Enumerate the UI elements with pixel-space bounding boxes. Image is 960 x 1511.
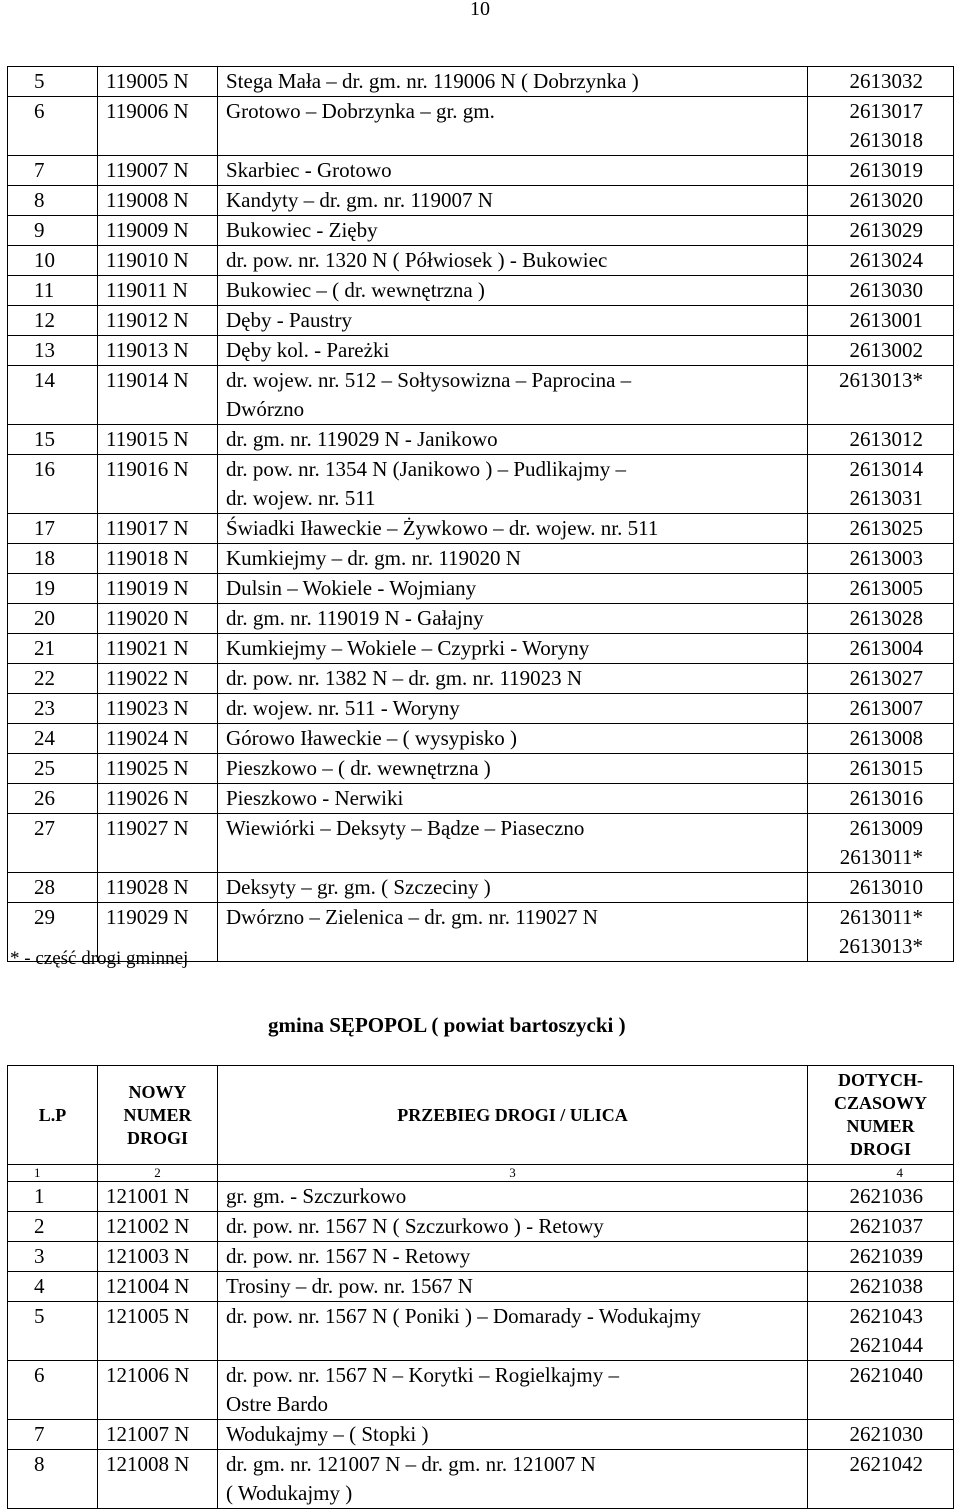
table-row [8, 604, 954, 634]
road-route-line: Świadki Iławeckie – Żywkowo – dr. wojew. nr. 511 [226, 516, 659, 540]
road-route [218, 246, 808, 276]
road-route [218, 366, 808, 425]
road-number: 119010 N [98, 246, 218, 276]
road-route-line: dr. pow. nr. 1354 N (Janikowo ) – Pudlikajmy – [226, 457, 626, 481]
road-route [218, 306, 808, 336]
row-number: 1 [8, 1182, 98, 1212]
header-old-number-line: NUMER [846, 1116, 915, 1136]
table-row [8, 97, 954, 156]
row-number: 3 [8, 1242, 98, 1272]
old-road-number-line: 2613011* [839, 845, 923, 869]
section-title: gmina SĘPOPOL ( powiat bartoszycki ) [268, 1013, 626, 1037]
road-route-line: dr. gm. nr. 119029 N - Janikowo [226, 427, 498, 451]
old-road-number [808, 1182, 954, 1212]
old-road-number-line: 2613025 [849, 516, 923, 540]
road-number: 119011 N [98, 276, 218, 306]
row-number: 9 [8, 216, 98, 246]
road-route [218, 1302, 808, 1361]
road-route-line: Kumkiejmy – dr. gm. nr. 119020 N [226, 546, 521, 570]
old-road-number-line: 2613017 [849, 99, 923, 123]
old-road-number [808, 1302, 954, 1361]
old-road-number-line: 2613004 [849, 636, 923, 660]
road-number: 119019 N [98, 574, 218, 604]
road-route-line: dr. gm. nr. 121007 N – dr. gm. nr. 121007 N [226, 1452, 596, 1476]
header-row [8, 1066, 954, 1165]
old-road-number [808, 216, 954, 246]
table-row [8, 1420, 954, 1450]
column-number-row [8, 1165, 954, 1182]
old-road-number [808, 1242, 954, 1272]
old-road-number [808, 903, 954, 962]
road-route-line: Grotowo – Dobrzynka – gr. gm. [226, 99, 495, 123]
old-road-number [808, 724, 954, 754]
road-route [218, 186, 808, 216]
row-number: 2 [8, 1212, 98, 1242]
table-row [8, 1242, 954, 1272]
old-road-number-line: 2613018 [849, 128, 923, 152]
row-number: 7 [8, 1420, 98, 1450]
road-route-line: Dęby kol. - Pareżki [226, 338, 390, 362]
table-row [8, 694, 954, 724]
row-number: 25 [8, 754, 98, 784]
road-route-line: Dęby - Paustry [226, 308, 352, 332]
table-row [8, 336, 954, 366]
old-road-number [808, 246, 954, 276]
row-number: 8 [8, 186, 98, 216]
header-old-number-line: DOTYCH- [838, 1070, 923, 1090]
row-number: 20 [8, 604, 98, 634]
road-route-line: Górowo Iławeckie – ( wysypisko ) [226, 726, 518, 750]
road-route [218, 1212, 808, 1242]
row-number: 6 [8, 97, 98, 156]
road-route-line: dr. pow. nr. 1567 N ( Szczurkowo ) - Retowy [226, 1214, 604, 1238]
old-road-number-line: 2621039 [849, 1244, 923, 1268]
road-number: 119012 N [98, 306, 218, 336]
road-number: 119013 N [98, 336, 218, 366]
road-number: 119008 N [98, 186, 218, 216]
table-row [8, 814, 954, 873]
row-number: 29 [8, 903, 98, 962]
row-number: 4 [8, 1272, 98, 1302]
old-road-number-line: 2621043 [849, 1304, 923, 1328]
road-number: 119025 N [98, 754, 218, 784]
table-row [8, 306, 954, 336]
old-road-number-line: 2613019 [849, 158, 923, 182]
road-route-line: Trosiny – dr. pow. nr. 1567 N [226, 1274, 473, 1298]
row-number: 27 [8, 814, 98, 873]
row-number: 5 [8, 67, 98, 97]
old-road-number [808, 67, 954, 97]
header-new-number-line: NOWY [128, 1081, 187, 1102]
road-route-line: Dulsin – Wokiele - Wojmiany [226, 576, 477, 600]
road-route [218, 1420, 808, 1450]
table-row [8, 455, 954, 514]
row-number: 5 [8, 1302, 98, 1361]
table-row [8, 873, 954, 903]
road-number: 119006 N [98, 97, 218, 156]
row-number: 28 [8, 873, 98, 903]
road-route [218, 1450, 808, 1509]
table-row [8, 186, 954, 216]
road-route [218, 97, 808, 156]
row-number: 16 [8, 455, 98, 514]
table-row [8, 67, 954, 97]
column-number: 4 [808, 1165, 954, 1182]
old-road-number-line: 2621038 [849, 1274, 923, 1298]
old-road-number-line: 2613015 [849, 756, 923, 780]
road-number: 121004 N [98, 1272, 218, 1302]
road-number: 121002 N [98, 1212, 218, 1242]
old-road-number-line: 2613013* [839, 368, 923, 392]
old-road-number-line: 2621044 [849, 1333, 923, 1357]
road-route-line: dr. pow. nr. 1567 N - Retowy [226, 1244, 471, 1268]
old-road-number [808, 156, 954, 186]
table-row [8, 156, 954, 186]
table-row [8, 1182, 954, 1212]
road-route [218, 455, 808, 514]
road-route [218, 903, 808, 962]
old-road-number-line: 2621037 [849, 1214, 923, 1238]
road-route [218, 544, 808, 574]
old-road-number-line: 2613003 [849, 546, 923, 570]
table-row [8, 425, 954, 455]
road-number: 119014 N [98, 366, 218, 425]
table-row [8, 366, 954, 425]
road-route [218, 814, 808, 873]
old-road-number-line: 2613031 [849, 486, 923, 510]
old-road-number-line: 2613027 [849, 666, 923, 690]
row-number: 11 [8, 276, 98, 306]
old-road-number [808, 514, 954, 544]
old-road-number-line: 2613007 [849, 696, 923, 720]
row-number: 10 [8, 246, 98, 276]
old-road-number [808, 1420, 954, 1450]
road-number: 119017 N [98, 514, 218, 544]
old-road-number-line: 2613014 [849, 457, 923, 481]
row-number: 22 [8, 664, 98, 694]
road-route [218, 724, 808, 754]
table-row [8, 724, 954, 754]
road-route-line: Deksyty – gr. gm. ( Szczeciny ) [226, 875, 491, 899]
table-row [8, 1302, 954, 1361]
old-road-number-line: 2613030 [849, 278, 923, 302]
old-road-number-line: 2621042 [849, 1452, 923, 1476]
old-road-number-line: 2613032 [849, 69, 923, 93]
old-road-number [808, 814, 954, 873]
old-road-number-line: 2621030 [849, 1422, 923, 1446]
old-road-number [808, 784, 954, 814]
road-route-line: Dwórzno [226, 397, 305, 421]
table-row [8, 246, 954, 276]
road-route [218, 604, 808, 634]
old-road-number [808, 574, 954, 604]
table-row [8, 544, 954, 574]
road-route [218, 694, 808, 724]
old-road-number [808, 1361, 954, 1420]
road-number: 119020 N [98, 604, 218, 634]
column-number: 1 [8, 1165, 98, 1182]
old-road-number-line: 2613011* [839, 905, 923, 929]
road-route [218, 336, 808, 366]
roads-table-gorowo [7, 66, 954, 962]
old-road-number [808, 1450, 954, 1509]
page-number: 10 [470, 0, 490, 20]
old-road-number [808, 634, 954, 664]
road-number: 119022 N [98, 664, 218, 694]
old-road-number [808, 694, 954, 724]
road-number: 119018 N [98, 544, 218, 574]
old-road-number-line: 2613020 [849, 188, 923, 212]
road-number: 119009 N [98, 216, 218, 246]
road-route [218, 514, 808, 544]
road-number: 121007 N [98, 1420, 218, 1450]
row-number: 14 [8, 366, 98, 425]
road-route [218, 634, 808, 664]
old-road-number-line: 2613029 [849, 218, 923, 242]
road-route-line: Dwórzno – Zielenica – dr. gm. nr. 119027 N [226, 905, 598, 929]
roads-table-body [8, 67, 954, 962]
old-road-number-line: 2621036 [849, 1184, 923, 1208]
row-number: 17 [8, 514, 98, 544]
road-route-line: Kandyty – dr. gm. nr. 119007 N [226, 188, 493, 212]
road-route [218, 276, 808, 306]
road-route-line: Kumkiejmy – Wokiele – Czyprki - Woryny [226, 636, 590, 660]
header-route: PRZEBIEG DROGI / ULICA [218, 1066, 808, 1165]
road-number: 121001 N [98, 1182, 218, 1212]
road-route-line: dr. pow. nr. 1567 N – Korytki – Rogielkajmy – [226, 1363, 619, 1387]
table-row [8, 276, 954, 306]
road-route-line: Wiewiórki – Deksyty – Bądze – Piaseczno [226, 816, 585, 840]
road-number: 119028 N [98, 873, 218, 903]
old-road-number [808, 664, 954, 694]
road-route-line: dr. pow. nr. 1320 N ( Półwiosek ) - Bukowiec [226, 248, 608, 272]
road-route-line: Bukowiec – ( dr. wewnętrzna ) [226, 278, 485, 302]
old-road-number [808, 604, 954, 634]
road-route [218, 216, 808, 246]
old-road-number-line: 2613010 [849, 875, 923, 899]
old-road-number-line: 2613008 [849, 726, 923, 750]
road-route-line: gr. gm. - Szczurkowo [226, 1184, 407, 1208]
road-number: 119021 N [98, 634, 218, 664]
old-road-number [808, 754, 954, 784]
road-route-line: Pieszkowo - Nerwiki [226, 786, 404, 810]
road-route [218, 425, 808, 455]
row-number: 15 [8, 425, 98, 455]
road-route-line: ( Wodukajmy ) [226, 1481, 353, 1505]
road-number: 119027 N [98, 814, 218, 873]
header-lp: L.P [8, 1066, 98, 1165]
row-number: 18 [8, 544, 98, 574]
old-road-number-line: 2613016 [849, 786, 923, 810]
road-route [218, 574, 808, 604]
old-road-number [808, 873, 954, 903]
road-route-line: Wodukajmy – ( Stopki ) [226, 1422, 429, 1446]
table-row [8, 1450, 954, 1509]
road-number: 119007 N [98, 156, 218, 186]
road-number: 119005 N [98, 67, 218, 97]
column-number: 2 [98, 1165, 218, 1182]
road-route-line: Stega Mała – dr. gm. nr. 119006 N ( Dobrzynka ) [226, 69, 639, 93]
road-number: 119016 N [98, 455, 218, 514]
table-row [8, 664, 954, 694]
header-old-number-line: DROGI [849, 1139, 911, 1159]
row-number: 23 [8, 694, 98, 724]
old-road-number [808, 544, 954, 574]
table-row [8, 754, 954, 784]
road-route [218, 784, 808, 814]
column-number: 3 [218, 1165, 808, 1182]
road-route [218, 873, 808, 903]
road-route [218, 1242, 808, 1272]
road-route [218, 1361, 808, 1420]
footnote: * - część drogi gminnej [10, 948, 189, 969]
road-number: 121005 N [98, 1302, 218, 1361]
table-row [8, 1361, 954, 1420]
old-road-number [808, 1272, 954, 1302]
row-number: 12 [8, 306, 98, 336]
road-route-line: Bukowiec - Zięby [226, 218, 378, 242]
road-route [218, 1272, 808, 1302]
header-new-number-line: DROGI [126, 1127, 188, 1148]
old-road-number [808, 276, 954, 306]
old-road-number-line: 2613001 [849, 308, 923, 332]
row-number: 19 [8, 574, 98, 604]
road-route [218, 1182, 808, 1212]
row-number: 8 [8, 1450, 98, 1509]
table-row [8, 514, 954, 544]
road-route [218, 156, 808, 186]
old-road-number [808, 97, 954, 156]
old-road-number [808, 186, 954, 216]
road-number: 121003 N [98, 1242, 218, 1272]
header-new-number-line: NUMER [123, 1104, 192, 1125]
road-route-line: dr. pow. nr. 1567 N ( Poniki ) – Domarady - Wodukajmy [226, 1304, 701, 1328]
old-road-number-line: 2613013* [839, 934, 923, 958]
road-route-line: dr. wojew. nr. 511 [226, 486, 376, 510]
row-number: 24 [8, 724, 98, 754]
table-row [8, 1212, 954, 1242]
old-road-number [808, 455, 954, 514]
road-route-line: dr. pow. nr. 1382 N – dr. gm. nr. 119023 N [226, 666, 583, 690]
table-row [8, 784, 954, 814]
road-number: 121008 N [98, 1450, 218, 1509]
old-road-number-line: 2613009 [849, 816, 923, 840]
road-route [218, 67, 808, 97]
road-route [218, 754, 808, 784]
roads-table-sepopol [7, 1065, 954, 1509]
old-road-number [808, 1212, 954, 1242]
old-road-number [808, 366, 954, 425]
old-road-number-line: 2613005 [849, 576, 923, 600]
row-number: 6 [8, 1361, 98, 1420]
road-route-line: dr. wojew. nr. 511 - Woryny [226, 696, 460, 720]
old-road-number-line: 2613002 [849, 338, 923, 362]
road-route [218, 664, 808, 694]
road-number: 119029 N [98, 903, 218, 962]
old-road-number-line: 2613024 [849, 248, 923, 272]
table-row [8, 216, 954, 246]
row-number: 7 [8, 156, 98, 186]
road-number: 119026 N [98, 784, 218, 814]
header-new-number [98, 1066, 218, 1165]
road-route-line: Skarbiec - Grotowo [226, 158, 392, 182]
row-number: 21 [8, 634, 98, 664]
row-number: 26 [8, 784, 98, 814]
road-number: 119023 N [98, 694, 218, 724]
old-road-number [808, 306, 954, 336]
roads-table-body [8, 1182, 954, 1509]
road-number: 119015 N [98, 425, 218, 455]
table-row [8, 574, 954, 604]
road-route-line: Ostre Bardo [226, 1392, 329, 1416]
road-route-line: Pieszkowo – ( dr. wewnętrzna ) [226, 756, 491, 780]
old-road-number [808, 425, 954, 455]
header-old-number [808, 1066, 954, 1165]
row-number: 13 [8, 336, 98, 366]
road-route-line: dr. gm. nr. 119019 N - Gałajny [226, 606, 484, 630]
old-road-number [808, 336, 954, 366]
road-number: 119024 N [98, 724, 218, 754]
old-road-number-line: 2613012 [849, 427, 923, 451]
road-route-line: dr. wojew. nr. 512 – Sołtysowizna – Paprocina – [226, 368, 632, 392]
old-road-number-line: 2621040 [849, 1363, 923, 1387]
table-row [8, 1272, 954, 1302]
header-old-number-line: CZASOWY [833, 1093, 927, 1113]
table-row [8, 634, 954, 664]
road-number: 121006 N [98, 1361, 218, 1420]
old-road-number-line: 2613028 [849, 606, 923, 630]
